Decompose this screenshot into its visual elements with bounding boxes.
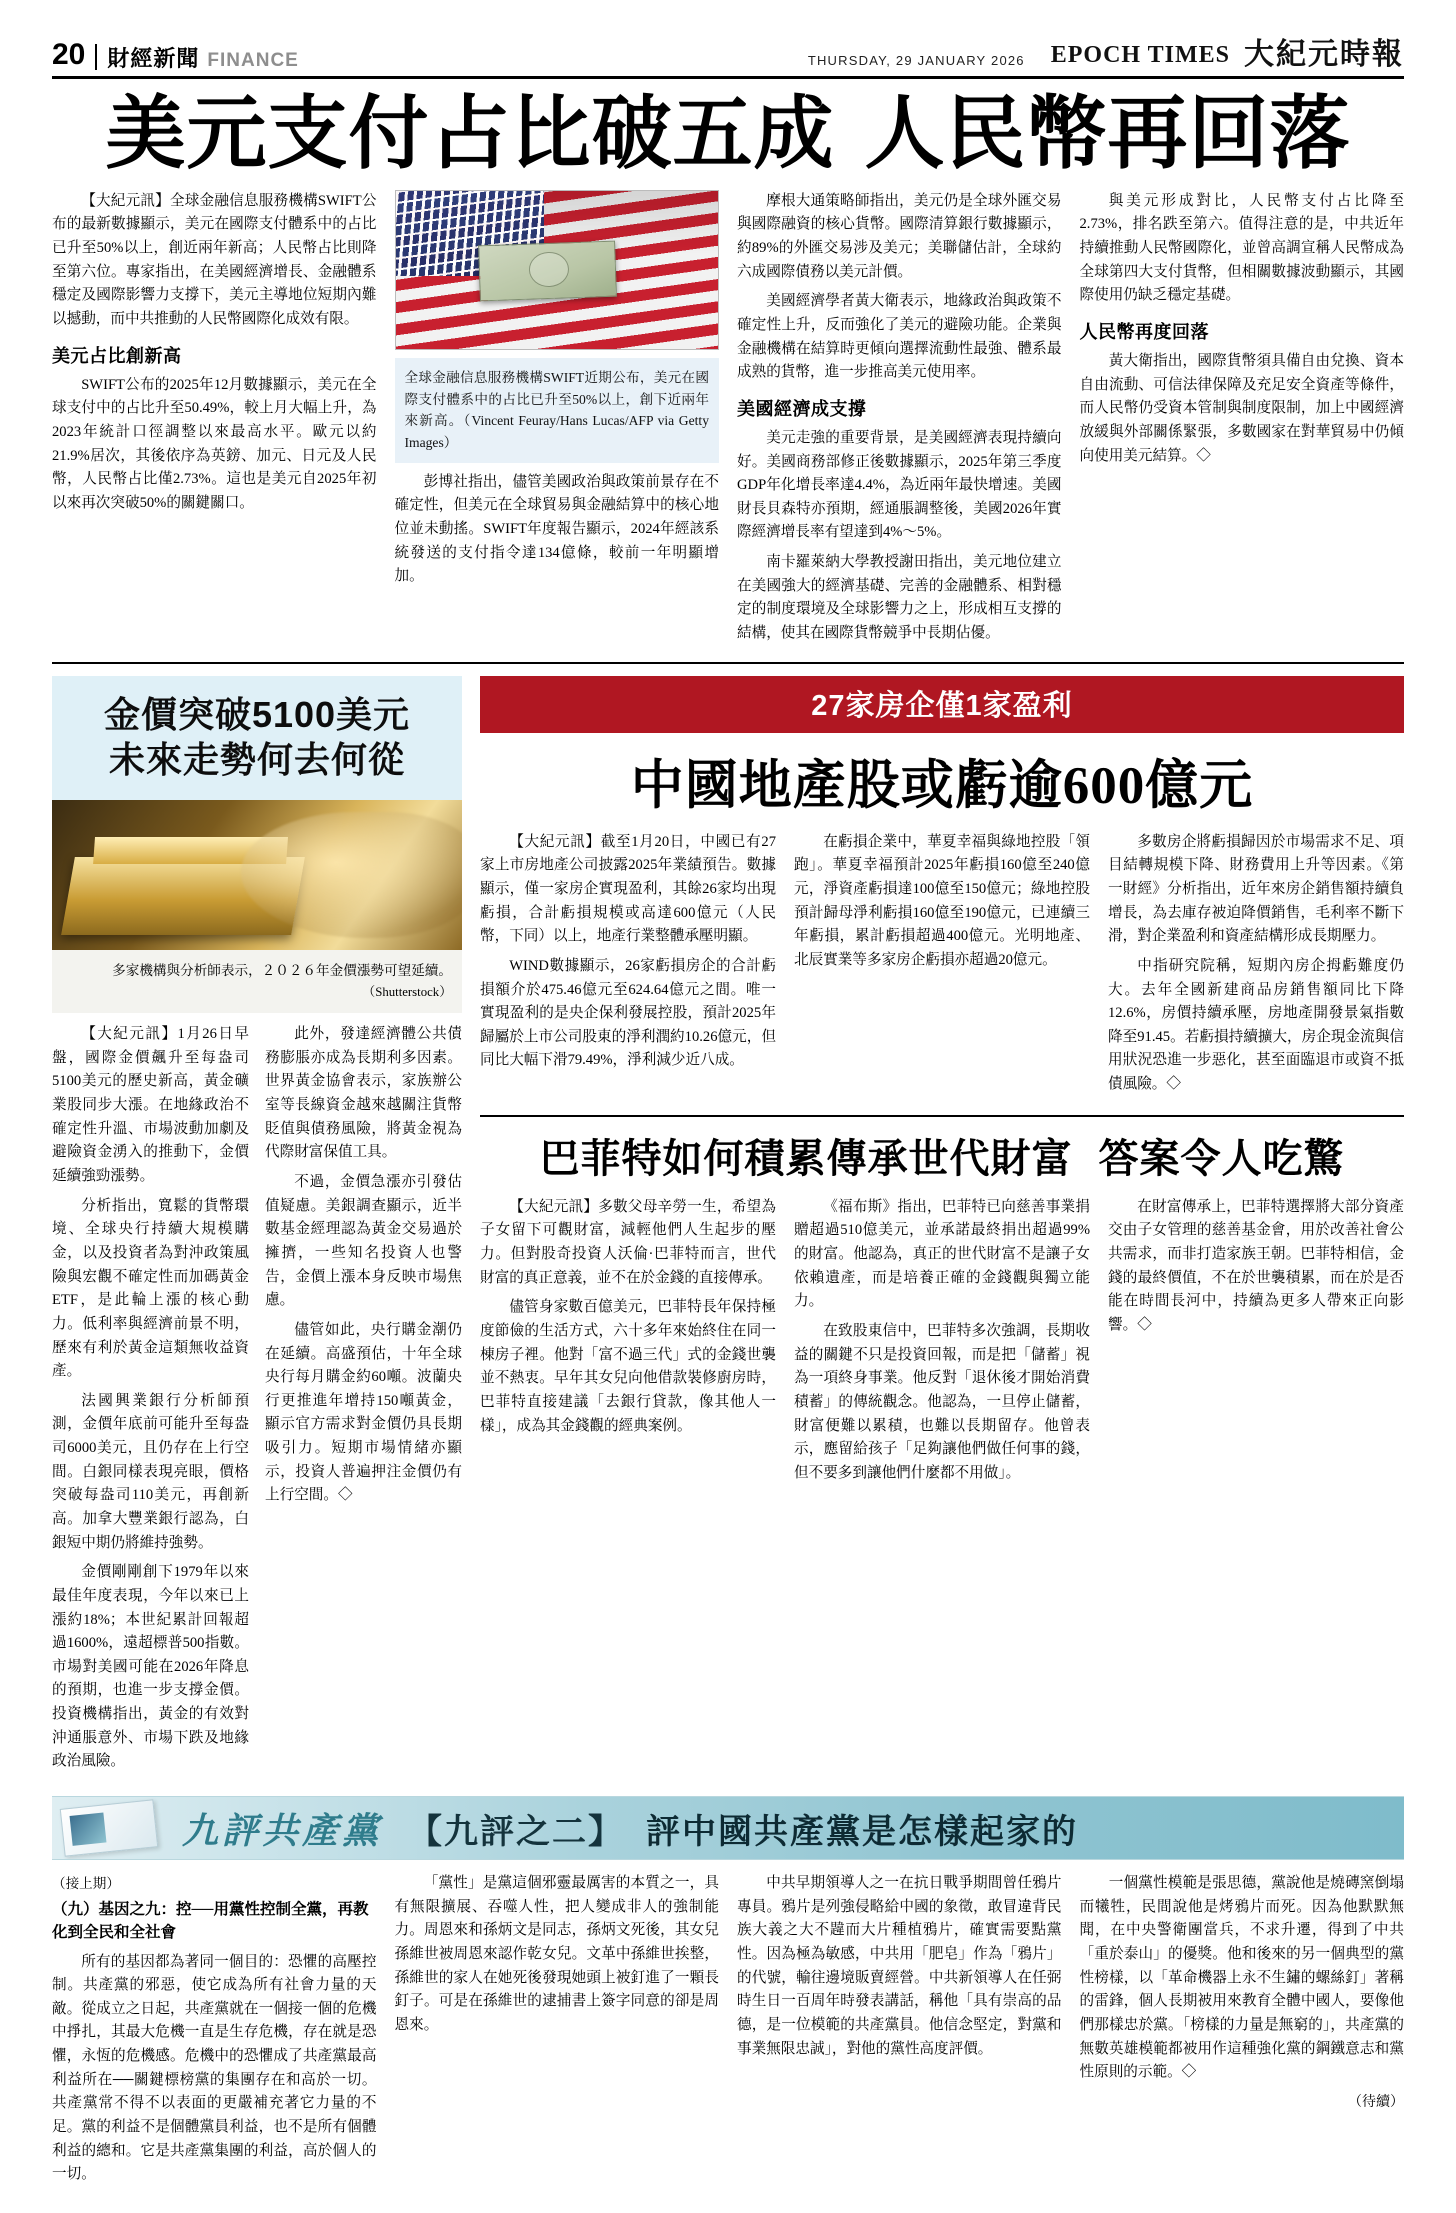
lead-paragraph: 彭博社指出，儘管美國政治與政策前景存在不確定性，但美元在全球貿易與金融結算中的核心地位並未動搖。SWIFT年度報告顯示，2024年經該系統發送的支付指令達134億條，較前一年明顯增加。 [394, 473, 719, 585]
section-name-cn: 財經新聞 [107, 46, 200, 71]
gold-caption-text: 多家機構與分析師表示，２０２６年金價漲勢可望延續。 [112, 962, 452, 978]
lead-column-3 [737, 190, 1062, 652]
lead-column-1 [52, 190, 377, 652]
ninecomm-column-1 [52, 1872, 377, 2193]
section-rule [480, 1115, 1404, 1117]
property-paragraph: WIND數據顯示，26家虧損房企的合計虧損額介於475.46億元至624.64億元之間。唯一實現盈利的是央企保利發展控股，預計2025年歸屬於上市公司股東的淨利潤約10.26億元，但同比大幅下滑79.49%，淨利減少近八成。 [480, 957, 776, 1069]
property-kicker: 27家房企僅1家盈利 [480, 676, 1404, 733]
dollar-bill [478, 241, 617, 301]
lead-paragraph: 美國經濟學者黃大衛表示，地緣政治與政策不確定性上升，反而強化了美元的避險功能。企業與金融機構在結算時更傾向選擇流動性最強、體系最成熟的貨幣，進一步推高美元使用率。 [737, 293, 1062, 381]
property-paragraph: 【大紀元訊】截至1月20日，中國已有27家上市房地產公司披露2025年業績預告。數據顯示，僅一家房企實現盈利，其餘26家均出現虧損，合計虧損規模或高達600億元（人民幣，下同）以上，地產行業整體承壓明顯。 [480, 833, 776, 945]
lead-paragraph: 【大紀元訊】全球金融信息服務機構SWIFT公布的最新數據顯示，美元在國際支付體系中的占比已升至50%以上，創近兩年新高；人民幣占比則降至第六位。專家指出，在美國經濟增長、金融體系穩定及國際影響力支撐下，美元主導地位短期內難以撼動，而中共推動的人民幣國際化成效有限。 [52, 192, 377, 327]
nine-commentaries-title: 評中國共產黨是怎樣起家的 [646, 1813, 1079, 1851]
buffett-headline-right: 答案令人吃驚 [1098, 1135, 1345, 1181]
property-paragraph: 在虧損企業中，華夏幸福與綠地控股「領跑」。華夏幸福預計2025年虧損160億至240億元，淨資產虧損達100億至150億元；綠地控股預計歸母淨利虧損160億至190億元，已連續三年虧損，累計虧損超過400億元。光明地產、北辰實業等多家房企虧損亦超過20億元。 [794, 833, 1090, 968]
lead-headline [52, 93, 1404, 178]
buffett-columns [480, 1196, 1404, 1492]
buffett-headline [480, 1127, 1404, 1184]
lead-column-2 [395, 190, 720, 652]
gold-headline [52, 676, 462, 800]
lead-headline-part1: 美元支付占比破五成 [105, 91, 835, 179]
gold-bars-photo [52, 800, 462, 950]
lead-subhead-1: 美元占比創新高 [52, 345, 182, 366]
lead-paragraph: SWIFT公布的2025年12月數據顯示，美元在全球支付中的占比升至50.49%，較上月大幅上升，為2023年統計口徑調整以來最高水平。歐元以約21.9%居次，其後依序為英鎊、加元、日元及人民幣，人民幣占比僅2.73%。這也是美元自2025年初以來再次突破50%的關鍵關口。 [52, 376, 377, 511]
lead-headline-part2: 人民幣再回落 [864, 91, 1351, 179]
gold-photo-caption [52, 950, 462, 1014]
brand-name-cn: 大紀元時報 [1244, 38, 1404, 71]
masthead-divider [95, 44, 97, 70]
page-number: 20 [52, 38, 86, 71]
section-name-en: FINANCE [207, 50, 299, 71]
gold-story [52, 676, 462, 1780]
middle-section [52, 676, 1404, 1780]
nine-commentaries-brand: 九評共產黨 [182, 1810, 383, 1851]
gold-paragraph: 【大紀元訊】1月26日早盤，國際金價飆升至每盎司5100美元的歷史新高，黃金礦業股同步大漲。在地緣政治不確定性升溫、市場波動加劇及避險資金湧入的推動下，金價延續強勁漲勢。 [52, 1026, 249, 1185]
property-columns [480, 831, 1404, 1103]
buffett-paragraph: 《福布斯》指出，巴菲特已向慈善事業捐贈超過510億美元，並承諾最終捐出超過99%的財富。他認為，真正的世代財富不是讓子女依賴遺產，而是培養正確的金錢觀與獨立能力。 [794, 1198, 1090, 1310]
lead-paragraph: 南卡羅萊納大學教授謝田指出，美元地位建立在美國強大的經濟基礎、完善的金融體系、相對穩定的制度環境及全球影響力之上，形成相互支撐的結構，使其在國際貨幣競爭中長期佔優。 [737, 554, 1062, 642]
buffett-column-2 [794, 1196, 1090, 1492]
gold-paragraph: 法國興業銀行分析師預測，金價年底前可能升至每盎司6000美元，且仍存在上行空間。白銀同樣表現亮眼，價格突破每盎司110美元，再創新高。加拿大豐業銀行認為，白銀短中期仍將維持強勢。 [52, 1392, 249, 1551]
ninecomm-paragraph: 一個黨性模範是張思德，黨說他是燒磚窯倒塌而犧牲，民間說他是烤鴉片而死。因為他默默無聞，在中央警衛團當兵，不求升遷，得到了中共「重於泰山」的優獎。他和後來的另一個典型的黨性榜樣，以「革命機器上永不生鏽的螺絲釘」著稱的雷鋒，個人長期被用來教育全體中國人，要像他們那樣忠於黨。「榜樣的力量是無窮的」，共產黨的無數英雄模範都被用作這種強化黨的鋼鐵意志和黨性原則的示範。◇ [1079, 1875, 1404, 2081]
property-column-3 [1108, 831, 1404, 1103]
ninecomm-column-4 [1080, 1872, 1405, 2193]
buffett-headline-left: 巴菲特如何積累傳承世代財富 [539, 1135, 1073, 1181]
book-icon [60, 1799, 159, 1857]
gold-paragraph: 此外，發達經濟體公共債務膨脹亦成為長期利多因素。世界黃金協會表示，家族辦公室等長線資金越來越關注貨幣貶值與債務風險，將黃金視為代際財富保值工具。 [265, 1026, 462, 1161]
lead-paragraph: 摩根大通策略師指出，美元仍是全球外匯交易與國際融資的核心貨幣。國際清算銀行數據顯示，約89%的外匯交易涉及美元；美聯儲估計，全球約六成國際債務以美元計價。 [737, 192, 1062, 280]
gold-body [52, 1023, 462, 1780]
lead-subhead-2: 美國經濟成支撐 [737, 398, 867, 419]
right-stories [480, 676, 1404, 1780]
buffett-paragraph: 在致股東信中，巴菲特多次強調，長期收益的關鍵不只是投資回報，而是把「儲蓄」視為一項終身事業。他反對「退休後才開始消費積蓄」的傳統觀念。他認為，一旦停止儲蓄，財富便難以累積，也難以長期留存。他曾表示，應留給孩子「足夠讓他們做任何事的錢，但不要多到讓他們什麼都不用做」。 [794, 1322, 1090, 1481]
lead-subhead-3: 人民幣再度回落 [1079, 322, 1209, 342]
buffett-paragraph: 儘管身家數百億美元，巴菲特長年保持極度節儉的生活方式，六十多年來始終住在同一棟房子裡。他對「富不過三代」式的金錢世襲並不熱衷。早年其女兒向他借款裝修廚房時，巴菲特直接建議「去銀行貸款，像其他人一樣」，成為其金錢觀的經典案例。 [480, 1299, 776, 1434]
property-paragraph: 多數房企將虧損歸因於市場需求不足、項目結轉規模下降、財務費用上升等因素。《第一財經》分析指出，近年來房企銷售額持續負增長，為去庫存被迫降價銷售，毛利率不斷下滑，對企業盈利和資產結構形成長期壓力。 [1108, 833, 1404, 945]
ninecomm-subhead: （九）基因之九：控──用黨性控制全黨，再教化到全民和全社會 [52, 1901, 369, 1942]
publication-date: THURSDAY, 29 JANUARY 2026 [807, 53, 1025, 68]
gold-column-2 [265, 1023, 462, 1780]
buffett-column-3 [1108, 1196, 1404, 1492]
gold-paragraph: 不過，金價急漲亦引發估值疑慮。美銀調查顯示，近半數基金經理認為黃金交易過於擁擠，一些知名投資人也警告，金價上漲本身反映市場焦慮。 [265, 1174, 462, 1309]
gold-headline-line1: 金價突破5100美元 [103, 693, 411, 735]
nine-commentaries-banner [52, 1796, 1404, 1860]
gold-column-1 [52, 1023, 249, 1780]
lead-photo-caption: 全球金融信息服務機構SWIFT近期公布，美元在國際支付體系中的占比已升至50%以上，創下近兩年來新高。（Vincent Feuray/Hans Lucas/AFP via Getty Images） [395, 358, 720, 463]
ninecomm-paragraph: 中共早期領導人之一在抗日戰爭期間曾任鴉片專員。鴉片是列強侵略給中國的象徵，敢冒違背民族大義之大不韙而大片種植鴉片，確實需要點黨性。因為極為敏感，中共用「肥皂」作為「鴉片」的代號，輸往邊境販賣經營。中共新領導人在任弼時生日一百周年時發表講話，稱他「具有崇高的品德，是一位模範的共產黨員。他信念堅定，對黨和事業無限忠誠」，對他的黨性高度評價。 [737, 1875, 1062, 2057]
continued-note: （接上期） [52, 1876, 120, 1892]
ninecomm-column-2 [395, 1872, 720, 2193]
gold-caption-source: （Shutterstock） [362, 985, 452, 1000]
property-headline: 中國地產股或虧逾600億元 [630, 756, 1254, 815]
buffett-paragraph: 在財富傳承上，巴菲特選擇將大部分資產交由子女管理的慈善基金會，用於改善社會公共需求，而非打造家族王朝。巴菲特相信，金錢的最終價值，不在於世襲積累，而在於是否能在時間長河中，持續為更多人帶來正向影響。◇ [1108, 1198, 1404, 1333]
property-column-2 [794, 831, 1090, 1103]
buffett-paragraph: 【大紀元訊】多數父母辛勞一生，希望為子女留下可觀財富，減輕他們人生起步的壓力。但對股奇投資人沃倫·巴菲特而言，世代財富的真正意義，並不在於金錢的直接傳承。 [480, 1198, 776, 1286]
property-paragraph: 中指研究院稱，短期內房企拇虧難度仍大。去年全國新建商品房銷售額同比下降12.6%，房價持續承壓，房地產開發景氣指數降至91.45。若虧損持續擴大，房企現金流與信用狀況恐進一步惡化，甚至面臨退市或資不抵債風險。◇ [1108, 957, 1404, 1093]
brand-name-en: EPOCH TIMES [1050, 42, 1230, 68]
buffett-column-1 [480, 1196, 776, 1492]
gold-headline-line2: 未來走勢何去何從 [108, 738, 405, 780]
masthead [52, 40, 1404, 79]
gold-paragraph: 儘管如此，央行購金潮仍在延續。高盛預估，十年全球央行每月購金約60噸。波蘭央行更推進年增持150噸黃金，顯示官方需求對金價仍具長期吸引力。短期市場情緒亦顯示，投資人普遍押注金價仍有上行空間。◇ [265, 1321, 462, 1504]
us-flag-dollar-photo [395, 190, 720, 350]
lead-paragraph: 與美元形成對比，人民幣支付占比降至2.73%，排名跌至第六。值得注意的是，中共近年持續推動人民幣國際化，並曾高調宣稱人民幣成為全球第四大支付貨幣，但相關數據波動顯示，其國際使用仍缺乏穩定基礎。 [1079, 192, 1404, 304]
property-column-1 [480, 831, 776, 1103]
to-be-continued: （待續） [1348, 2094, 1404, 2110]
ninecomm-paragraph: 所有的基因都為著同一個目的：恐懼的高壓控制。共產黨的邪惡，使它成為所有社會力量的天敵。從成立之日起，共產黨就在一個接一個的危機中掙扎，其最大危機一直是生存危機，存在就是恐懼，永恆的危機感。危機中的恐懼成了共產黨最高利益所在──關鍵標榜黨的集團存在和高於一切。共產黨常不得不以表面的更嚴補充著它力量的不足。黨的利益不是個體黨員利益，也不是所有個體利益的總和。它是共產黨集團的利益，高於個人的一切。 [52, 1953, 377, 2183]
nine-commentaries-part: 【九評之二】 [408, 1813, 625, 1851]
lead-column-4 [1080, 190, 1405, 652]
gold-paragraph: 分析指出，寬鬆的貨幣環境、全球央行持續大規模購金，以及投資者為對沖政策風險與宏觀不確定性而加碼黃金ETF，是此輪上漲的核心動力。低利率與經濟前景不明，歷來有利於黃金這類無收益資產。 [52, 1197, 249, 1380]
lead-paragraph: 黃大衛指出，國際貨幣須具備自由兌換、資本自由流動、可信法律保障及充足安全資產等條件，而人民幣仍受資本管制與制度限制，加上中國經濟放緩與外部關係緊張，多數國家在對華貿易中仍傾向使用美元結算。◇ [1079, 353, 1404, 464]
ninecomm-column-3 [737, 1872, 1062, 2193]
nine-commentaries-columns [52, 1872, 1404, 2193]
lead-paragraph: 美元走強的重要背景，是美國經濟表現持續向好。美國商務部修正後數據顯示，2025年第三季度GDP年化增長率達4.4%，為近兩年最快增速。美國財長貝森特亦預期，經通脹調整後，美國2026年實際經濟增長率有望達到4%～5%。 [737, 429, 1062, 541]
ninecomm-paragraph: 「黨性」是黨這個邪靈最厲害的本質之一，具有無限擴展、吞噬人性，把人變成非人的強制能力。周恩來和孫炳文是同志，孫炳文死後，其女兒孫維世被周恩來認作乾女兒。文革中孫維世挨整，孫維世的家人在她死後發現她頭上被釘進了一顆長釘子。可是在孫維世的逮捕書上簽字同意的卻是周恩來。 [394, 1875, 719, 2033]
gold-paragraph: 金價剛剛創下1979年以來最佳年度表現，今年以來已上漲約18%；本世紀累計回報超過1600%，遠超標普500指數。市場對美國可能在2026年降息的預期，也進一步支撐金價。投資機構指出，黃金的有效對沖通脹意外、市場下跌及地緣政治風險。 [52, 1564, 249, 1770]
lead-story-columns [52, 190, 1404, 664]
